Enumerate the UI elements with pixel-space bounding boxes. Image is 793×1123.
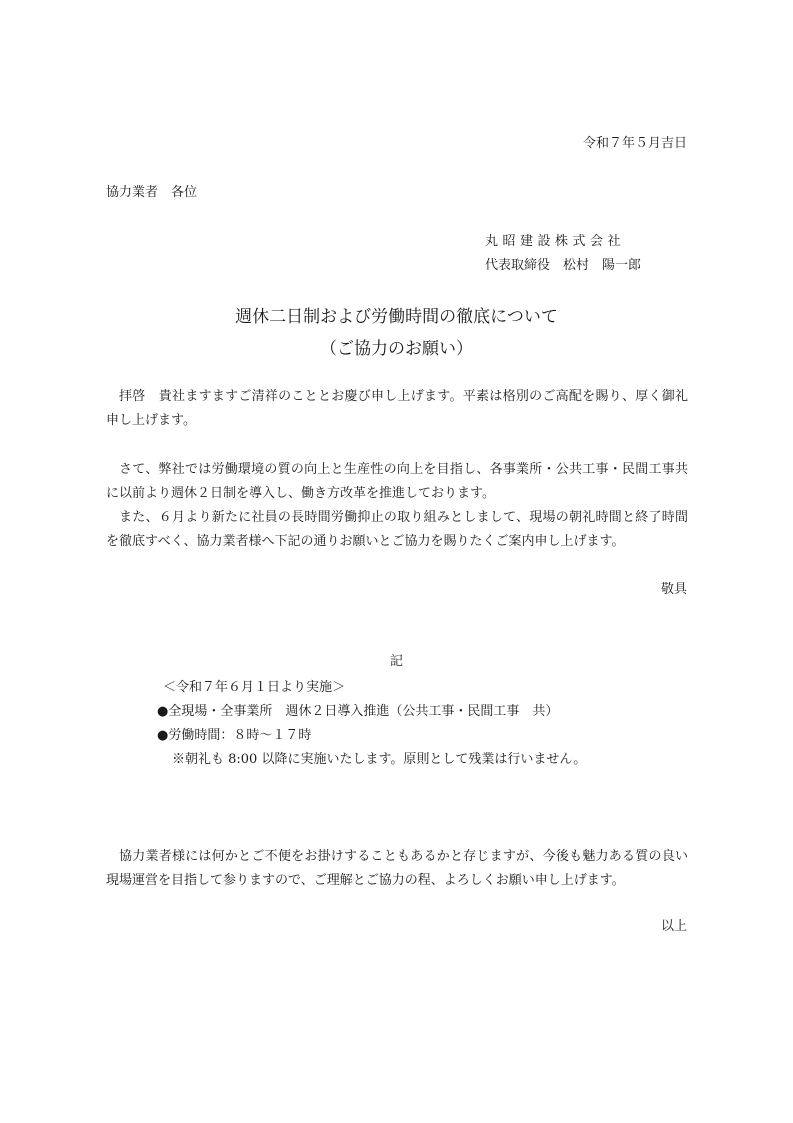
sender-representative: 代表取締役 松村 陽一郎 bbox=[485, 258, 642, 273]
addressee: 協力業者 各位 bbox=[106, 185, 198, 200]
notice-effective-date: ＜令和７年６月１日より実施＞ bbox=[163, 680, 346, 695]
closing-word-keigu: 敬具 bbox=[660, 582, 687, 597]
letter-date: 令和７年５月吉日 bbox=[582, 136, 687, 151]
end-mark-ijou: 以上 bbox=[660, 919, 687, 934]
greeting-paragraph: 拝啓 貴社ますますご清祥のこととお慶び申し上げます。平素は格別のご高配を賜り、厚く御礼申し上げます。 bbox=[106, 389, 688, 428]
notice-note: ※朝礼も 8:00 以降に実施いたします。原則として残業は行いません。 bbox=[172, 752, 587, 767]
sender-company: 丸昭建設株式会社 bbox=[485, 234, 626, 249]
notice-heading-mark: 記 bbox=[389, 654, 403, 669]
document-title: 週休二日制および労働時間の徹底について bbox=[235, 307, 558, 327]
notice-item-working-hours: ●労働時間：８時～１７時 bbox=[157, 728, 312, 743]
body-paragraph-3: また、６月より新たに社員の長時間労働抑止の取り組みとしまして、現場の朝礼時間と終了時間を徹底すべく、協力業者様へ下記の通りお願いとご協力を賜りたくご案内申し上げます。 bbox=[106, 510, 688, 549]
body-paragraph-2: さて、弊社では労働環境の質の向上と生産性の向上を目指し、各事業所・公共工事・民間工事共に以前より週休２日制を導入し、働き方改革を推進しております。 bbox=[106, 462, 688, 501]
document-subtitle: （ご協力のお願い） bbox=[320, 339, 473, 359]
notice-item-weekly-holidays: ●全現場・全事業所 週休２日導入推進（公共工事・民間工事 共） bbox=[157, 704, 559, 719]
closing-paragraph: 協力業者様には何かとご不便をお掛けすることもあるかと存じますが、今後も魅力ある質の良い現場運営を目指して参りますので、ご理解とご協力の程、よろしくお願い申し上げます。 bbox=[106, 849, 688, 888]
